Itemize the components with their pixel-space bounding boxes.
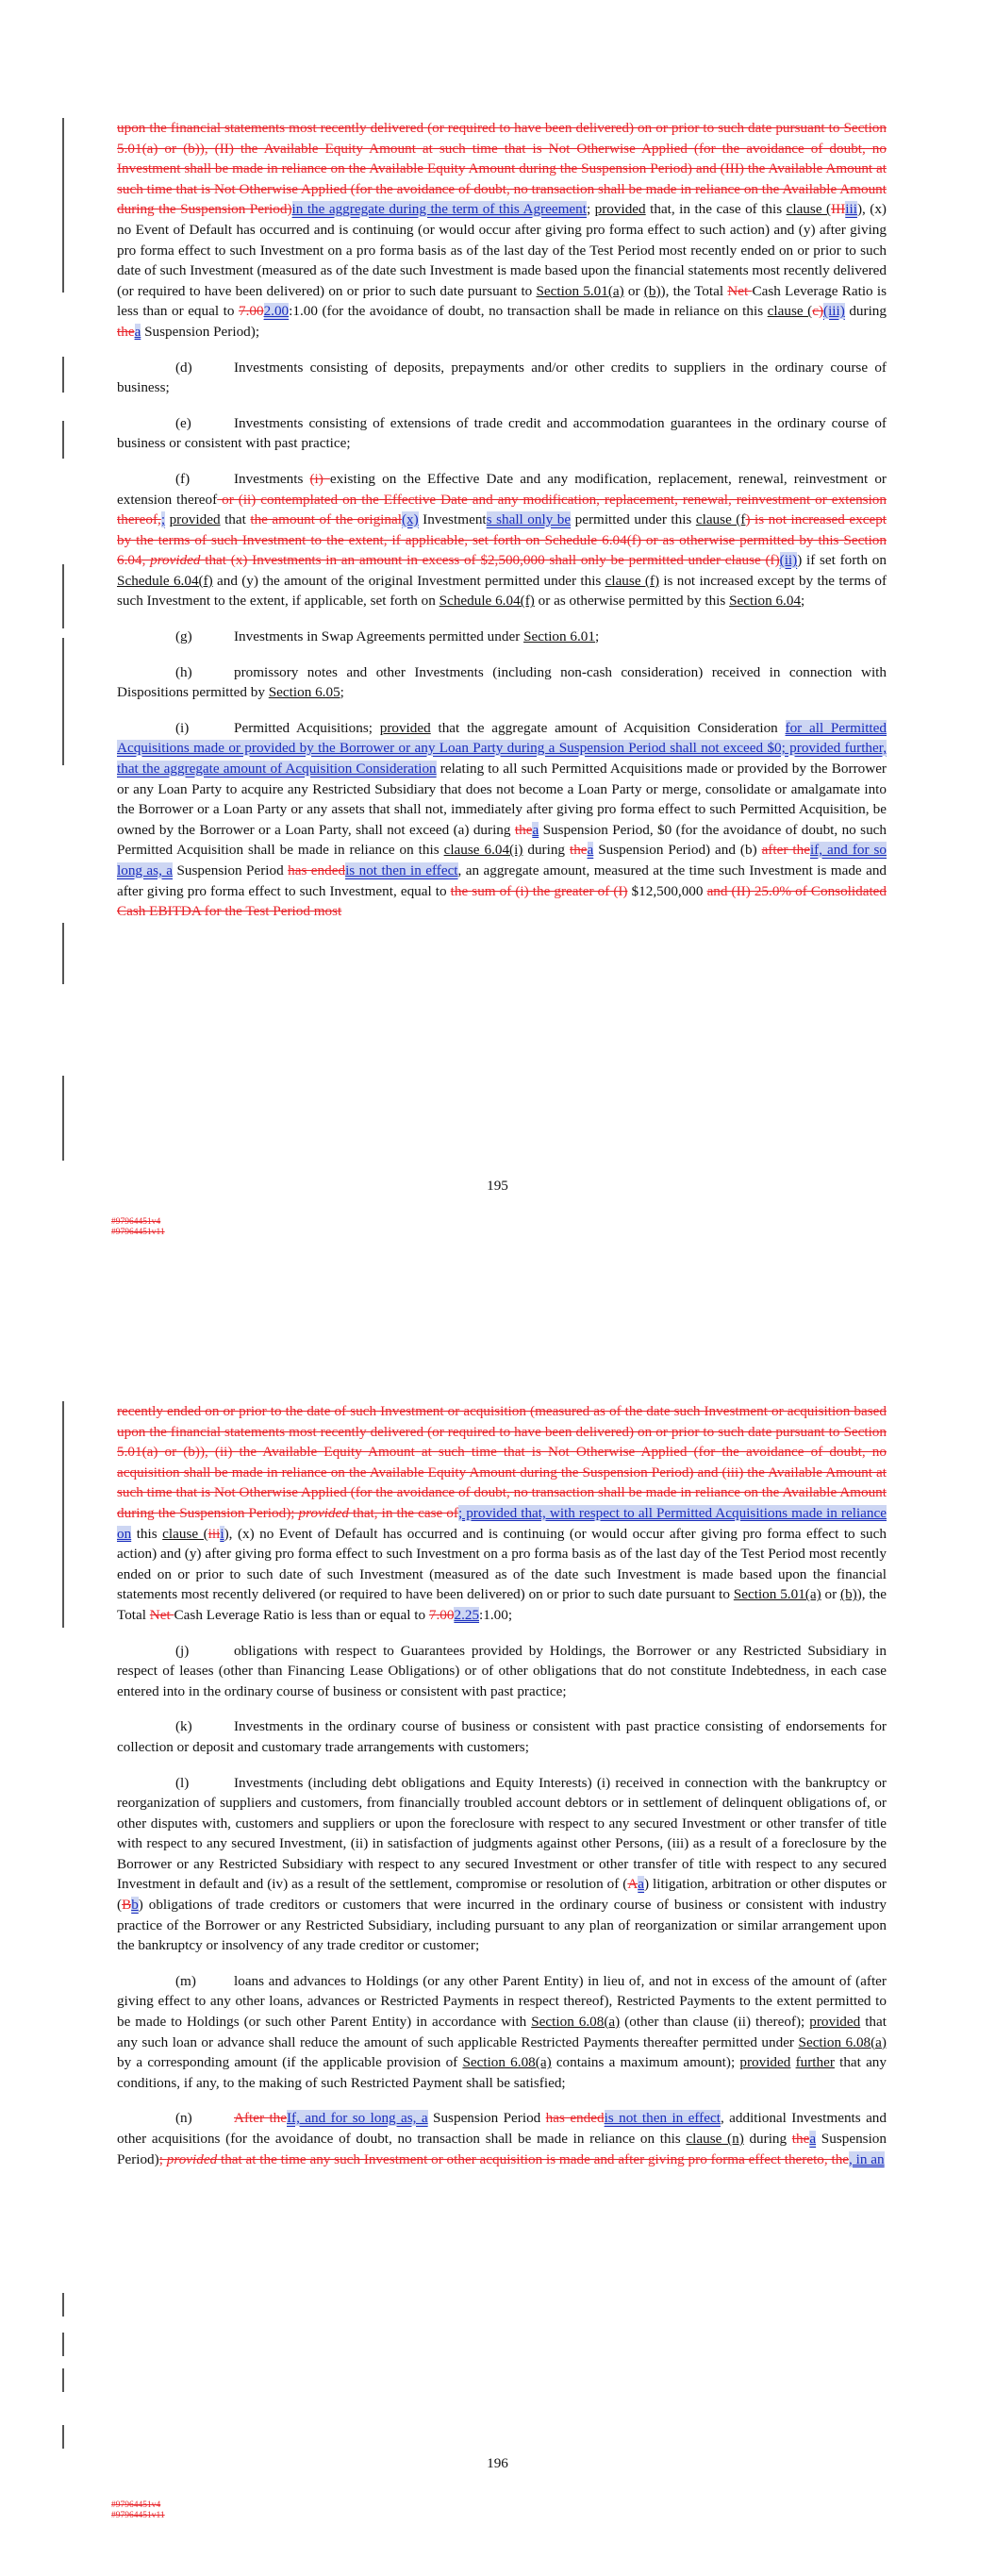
footer-deleted-id: #97964451v4 bbox=[111, 1217, 161, 1227]
change-bar bbox=[62, 923, 64, 984]
paragraph-continuation: recently ended on or prior to the date of such Investment or acquisition (measured as of the date such Investment or acquisition based upon the financial statements most recently delivered (or required to have been delivered) on or prior to such date pursuant to Section 5.01(a) or (b)), (ii) the Available Equity Amount at such time that is Not Otherwise Applied (for the avoidance of doubt, no acquisition shall be made in reliance on the Available Equity Amount during the Suspension Period) and (iii) the Available Amount at such time that is Not Otherwise Applied (for the avoidance of doubt, no transaction shall be made in reliance on the Available Amount during the Suspension Period); provided that, in the case of; provided that, with respect to all Permitted Acquisitions made in reliance on this clause (iiii), (x) no Event of Default has occurred and is continuing (or would occur after giving pro forma effect to such action) and (y) after giving pro forma effect to such Investment on a pro forma basis as of the last day of the Test Period most recently ended on or prior to such date of such Investment (measured as of the date such Investment is made based upon the financial statements most recently delivered (or required to have been delivered) on or prior to such date pursuant to Section 5.01(a) or (b)), the Total Net Cash Leverage Ratio is less than or equal to 7.002.25:1.00; bbox=[117, 1403, 887, 1623]
change-bar bbox=[62, 2368, 64, 2392]
paragraph-h: (h) promissory notes and other Investments (including non-cash consideration) received in connection with Dispositions permitted by Section 6.05; bbox=[117, 663, 887, 701]
paragraph-k: (k) Investments in the ordinary course of business or consistent with past practice consisting of endorsements for collection or deposit and customary trade arrangements with customers; bbox=[117, 1718, 887, 1755]
page-196 bbox=[0, 1283, 995, 2576]
page-body bbox=[117, 118, 887, 937]
change-bar bbox=[62, 421, 64, 459]
paragraph-continuation: upon the financial statements most recently delivered (or required to have been delivered) on or prior to such date pursuant to Section 5.01(a) or (b)), (II) the Available Equity Amount at such time that is Not Otherwise Applied (for the avoidance of doubt, no Investment shall be made in reliance on the Available Equity Amount during the Suspension Period) and (III) the Available Amount at such time that is Not Otherwise Applied (for the avoidance of doubt, no transaction shall be made in reliance on the Available Amount during the Suspension Period)in the aggregate during the term of this Agreement; provided that, in the case of this clause (IIIiii), (x) no Event of Default has occurred and is continuing (or would occur after giving pro forma effect to such action) and (y) after giving pro forma effect to such Investment on a pro forma basis as of the last day of the Test Period most recently ended on or prior to such date of such Investment (measured as of the date such Investment is made based upon the financial statements most recently delivered (or required to have been delivered) on or prior to such date pursuant to Section 5.01(a) or (b)), the Total Net Cash Leverage Ratio is less than or equal to 7.002.00:1.00 (for the avoidance of doubt, no transaction shall be made in reliance on this clause (c)(iii) during thea Suspension Period); bbox=[117, 120, 887, 340]
change-bar bbox=[62, 564, 64, 628]
paragraph-l: (l) Investments (including debt obligations and Equity Interests) (i) received in connection with the bankruptcy or reorganization of suppliers and customers, from financially troubled account debtors or in settlement of delinquent obligations of, or other disputes with, customers and suppliers or upon the foreclosure with respect to any secured Investment or other transfer of title with respect to any secured Investment, (ii) in satisfaction of judgments against other Persons, (iii) as a result of a foreclosure by the Borrower or any Restricted Subsidiary with respect to any secured Investment or other transfer of title with respect to any secured Investment in default and (iv) as a result of the settlement, compromise or resolution of (Aa) litigation, arbitration or other disputes or (Bb) obligations of trade creditors or customers that were incurred in the ordinary course of business or consistent with industry practice of the Borrower or any Restricted Subsidiary, including pursuant to any plan of reorganization or similar arrangement upon the bankruptcy or insolvency of any trade creditor or customer; bbox=[117, 1774, 887, 1954]
change-bar bbox=[62, 357, 64, 393]
paragraph-e: (e) Investments consisting of extensions of trade credit and accommodation guarantees in the ordinary course of business or consistent with past practice; bbox=[117, 414, 887, 452]
page-number: 196 bbox=[487, 2455, 508, 2471]
paragraph-m: (m) loans and advances to Holdings (or any other Parent Entity) in lieu of, and not in excess of the amount of (after giving effect to any other loans, advances or Restricted Payments in respect thereof), Restricted Payments to the extent permitted to be made to Holdings (or such other Parent Entity) in accordance with Section 6.08(a) (other than clause (ii) thereof); provided that any such loan or advance shall reduce the amount of such applicable Restricted Payments thereafter permitted under Section 6.08(a) by a corresponding amount (if the applicable provision of Section 6.08(a) contains a maximum amount); provided further that any conditions, if any, to the making of such Restricted Payment shall be satisfied; bbox=[117, 1972, 887, 2091]
change-bar bbox=[62, 1401, 64, 1628]
paragraph-g: (g) Investments in Swap Agreements permitted under Section 6.01; bbox=[175, 628, 600, 645]
paragraph-n: (n) After theIf, and for so long as, a Suspension Period has endedis not then in effect, additional Investments and other acquisitions (for the avoidance of doubt, no transaction shall be made in reliance on this clause (n) during thea Suspension Period); provided that at the time any such Investment or other acquisition is made and after giving pro forma effect thereto, the, in an bbox=[117, 2110, 887, 2167]
document-footer bbox=[111, 2501, 165, 2521]
paragraph-f: (f) Investments (i) existing on the Effective Date and any modification, replacement, renewal, reinvestment or extension thereof or (ii) contemplated on the Effective Date and any modification, replacement, renewal, reinvestment or extension thereof,; provided that the amount of the original(x) Investments shall only be permitted under this clause (f) is not increased except by the terms of such Investment to the extent, if applicable, set forth on Schedule 6.04(f) or as otherwise permitted by this Section 6.04, provided that (x) Investments in an amount in excess of $2,500,000 shall only be permitted under clause (f)(ii)) if set forth on Schedule 6.04(f) and (y) the amount of the original Investment permitted under this clause (f) is not increased except by the terms of such Investment to the extent, if applicable, set forth on Schedule 6.04(f) or as otherwise permitted by this Section 6.04; bbox=[117, 470, 887, 610]
page-195 bbox=[0, 0, 995, 1283]
change-bar bbox=[62, 118, 64, 212]
paragraph-d: (d) Investments consisting of deposits, prepayments and/or other credits to suppliers in the ordinary course of business; bbox=[117, 359, 887, 396]
page-body bbox=[117, 1401, 887, 2184]
change-bar bbox=[62, 212, 64, 293]
footer-inserted-id: #97964451v11 bbox=[111, 1228, 165, 1237]
document-footer bbox=[111, 1217, 165, 1238]
footer-inserted-id: #97964451v11 bbox=[111, 2511, 165, 2520]
page-number: 195 bbox=[487, 1178, 508, 1194]
change-bar bbox=[62, 638, 64, 765]
change-bar bbox=[62, 2293, 64, 2317]
paragraph-j: (j) obligations with respect to Guarantees provided by Holdings, the Borrower or any Restricted Subsidiary in respect of leases (other than Financing Lease Obligations) or of other obligations that do not constitute Indebtedness, in each case entered into in the ordinary course of business or consistent with past practice; bbox=[117, 1642, 887, 1699]
change-bar bbox=[62, 1076, 64, 1161]
change-bar bbox=[62, 2333, 64, 2356]
footer-deleted-id: #97964451v4 bbox=[111, 2501, 161, 2510]
paragraph-i: (i) Permitted Acquisitions; provided that the aggregate amount of Acquisition Consideration for all Permitted Acquisitions made or provided by the Borrower or any Loan Party during a Suspension Period shall not exceed $0; provided further, that the aggregate amount of Acquisition Consideration relating to all such Permitted Acquisitions made or provided by the Borrower or any Loan Party to acquire any Restricted Subsidiary that does not become a Loan Party or merge, consolidate or amalgamate into the Borrower or a Loan Party or any assets that shall not, immediately after giving pro forma effect to such Permitted Acquisition, be owned by the Borrower or a Loan Party, shall not exceed (a) during thea Suspension Period, $0 (for the avoidance of doubt, no such Permitted Acquisition shall be made in reliance on this clause 6.04(i) during thea Suspension Period) and (b) after theif, and for so long as, a Suspension Period has endedis not then in effect, an aggregate amount, measured at the time such Investment is made and after giving pro forma effect to such Investment, equal to the sum of (i) the greater of (I) $12,500,000 and (II) 25.0% of Consolidated Cash EBITDA for the Test Period most bbox=[117, 719, 887, 920]
change-bar bbox=[62, 2425, 64, 2449]
